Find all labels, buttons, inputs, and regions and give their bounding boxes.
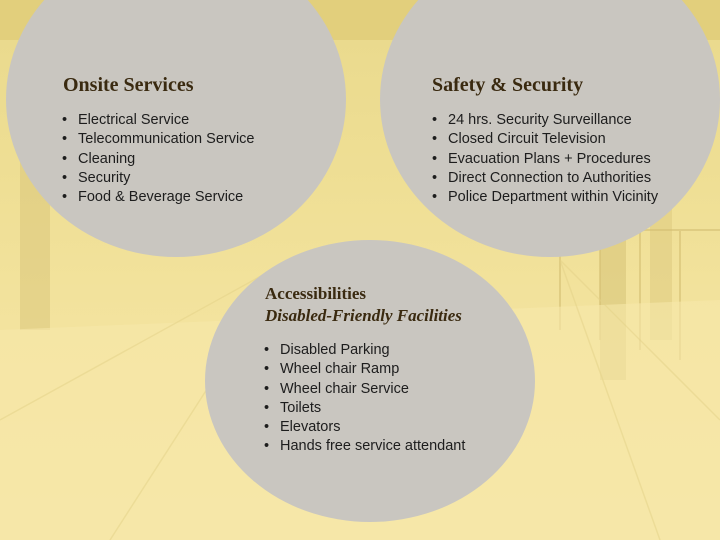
accessibilities-list: [264, 341, 465, 457]
list-item: • Evacuation Plans + Procedures: [432, 150, 658, 169]
list-item: • Food & Beverage Service: [62, 188, 255, 207]
safety-security-title: Safety & Security: [432, 74, 584, 96]
safety-security-list: [432, 111, 658, 207]
list-item: • Wheel chair Ramp: [264, 360, 465, 379]
onsite-services-list: [62, 111, 255, 207]
list-item: • Direct Connection to Authorities: [432, 169, 658, 188]
list-item: • Security: [62, 169, 255, 188]
accessibilities-title: Accessibilities: [265, 284, 367, 303]
accessibilities-subtitle: Disabled-Friendly Facilities: [265, 306, 462, 325]
list-item: • Hands free service attendant: [264, 437, 465, 456]
list-item: • Cleaning: [62, 150, 255, 169]
list-item: • Wheel chair Service: [264, 380, 465, 399]
list-item: • Closed Circuit Television: [432, 130, 658, 149]
list-item: • Disabled Parking: [264, 341, 465, 360]
list-item: • 24 hrs. Security Surveillance: [432, 111, 658, 130]
list-item: • Toilets: [264, 399, 465, 418]
list-item: • Electrical Service: [62, 111, 255, 130]
onsite-services-title: Onsite Services: [63, 74, 194, 96]
list-item: • Telecommunication Service: [62, 130, 255, 149]
list-item: • Elevators: [264, 418, 465, 437]
list-item: • Police Department within Vicinity: [432, 188, 658, 207]
